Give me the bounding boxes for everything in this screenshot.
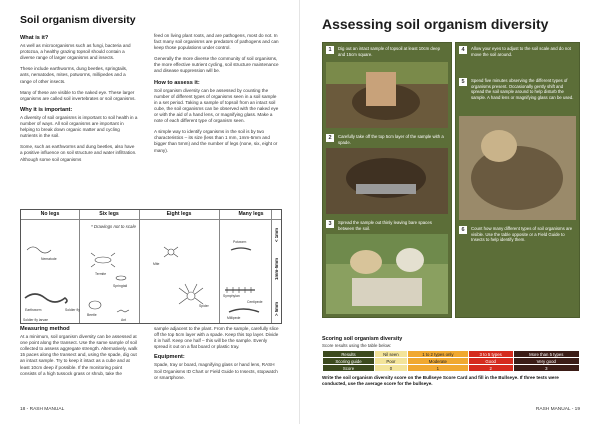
score-instructions: Write the soil organism diversity score on the Bullseye Score Card and fill in the Bullseye. If three tests were conducted, use the average score for the bullseye.: [322, 375, 559, 386]
score-subtitle: Score results using the table below:: [322, 343, 392, 348]
label-soldier-fly-larvae: Soldier fly larvae: [23, 318, 49, 322]
left-column-1: [20, 33, 138, 168]
label-termite: Termite: [95, 272, 107, 276]
measuring-paragraph-2: sample adjacent to the plant. From the sample, carefully slice off the top 5cm layer with a spade. Keep this top layer. Divide it in half. Keep one half – this will be the sample. Evenly spread it out on a flat board or plastic tray.: [154, 326, 279, 350]
mite-drawing: [168, 249, 174, 255]
label-mite: Mite: [153, 262, 160, 266]
table-cell: Poor: [375, 358, 408, 365]
header-eight-legs: Eight legs: [166, 211, 192, 217]
step-text: Allow your eyes to adjust to the soil scale and do not move the soil around.: [471, 46, 571, 57]
step-number: 2: [326, 134, 334, 142]
step-number: 1: [326, 46, 334, 54]
table-cell: 3: [513, 365, 579, 372]
page-number-right: RASH MANUAL - 19: [535, 407, 580, 412]
what-paragraph-3: Many of these are visible to the naked eye. These larger organisms are called soil invertebrates or soil organisms.: [20, 89, 136, 101]
col2-paragraph-2: Generally the more diverse the community of soil organisms, the more effective nutrient cycling, soil structure maintenance and disease suppression will be.: [154, 56, 279, 74]
what-heading: What is it?: [20, 35, 49, 41]
table-cell: Nil seen: [375, 351, 408, 358]
step-number: 3: [326, 220, 334, 228]
row-label: Score: [323, 365, 375, 372]
label-springtail: Springtail: [113, 284, 128, 288]
step-text: Spend five minutes observing the different types of organisms present. Occasionally gently shift and spread the soil sample around to help disturb the sample. A hand lens or magnifying glass can be used.: [471, 78, 574, 100]
organism-diagram: [20, 209, 282, 324]
steps-panel: [322, 42, 580, 318]
left-column-2: [154, 33, 280, 159]
label-ant: Ant: [121, 318, 127, 322]
step-number: 5: [459, 78, 467, 86]
column-divider: [271, 210, 272, 323]
row-label: Scoring guide: [323, 358, 375, 365]
table-cell: 2: [468, 365, 513, 372]
label-nematode: Nematode: [41, 257, 57, 261]
page-number-left: 18 - RASH MANUAL: [20, 407, 65, 412]
spider-drawing: [187, 292, 195, 300]
step-2-photo: [326, 148, 448, 214]
step-3-photo: [326, 234, 448, 314]
why-paragraph-2: Some, such as earthworms and dung beetles, also have a positive influence on soil structure and water infiltration. Although some soil organisms: [20, 144, 137, 162]
measuring-heading: Measuring method: [20, 326, 70, 332]
organism-drawings: [21, 220, 271, 324]
step-text: Count how many different types of soil organisms are visible. Use the table opposite or a Field Guide to Insects to help identify them.: [471, 226, 573, 243]
equipment-paragraph: Spade, tray or board, magnifying glass or hand lens, RASH Soil Organisms ID Chart or Field Guide to Insects, stopwatch or smartphone.: [154, 362, 278, 380]
how-heading: How to assess it:: [154, 79, 200, 86]
header-many-legs: Many legs: [238, 211, 264, 217]
step-text: Dig out an intact sample of topsoil at least 10cm deep and 15cm square.: [338, 46, 440, 57]
score-title: Scoring soil organism diversity: [322, 336, 403, 342]
label-soldier-fly: Soldier fly: [65, 308, 80, 312]
label-millipede: Millipede: [227, 316, 241, 320]
table-row: [323, 358, 580, 365]
label-earthworm: Earthworm: [25, 308, 42, 312]
table-cell: Very good: [513, 358, 579, 365]
ant-drawing: [117, 310, 129, 312]
what-paragraph-2: These include earthworms, dung beetles, springtails, ants, nematodes, mites, potworms, millipedes and a range of other insects.: [20, 66, 128, 84]
label-beetle: Beetle: [87, 313, 97, 317]
table-cell: More than 5 types: [513, 351, 579, 358]
why-heading: Why it is important:: [20, 106, 73, 113]
step-text: Carefully take off the top 5cm layer of the sample with a spade.: [338, 134, 444, 145]
measuring-method-section: [20, 326, 138, 381]
step-number: 4: [459, 46, 467, 54]
table-cell: Good: [468, 358, 513, 365]
label-potworm: Potworm: [233, 240, 247, 244]
equipment-heading: Equipment:: [154, 354, 185, 361]
measuring-paragraph-1: At a minimum, soil organism diversity can be assessed at one point along the transect. Use the same sample of soil collected to assess aggregate strength. Alternatively, walk 15 paces along the transect and, using the spade, dig out an intact sample. Try to keep it intact as a cube and at least 10cm deep if possible. If the monitoring point consists of a high tussock grass or shrub, take the: [20, 334, 138, 376]
how-paragraph-2: A simple way to identify organisms in the soil is by two characteristics – its size (less than 1 mm, 1mm-5mm and bigger than 5mm) and the number of legs (none, six, eight or many).: [154, 129, 278, 153]
label-symphylan: Symphylan: [223, 294, 240, 298]
table-row: [323, 351, 580, 358]
table-cell: 1: [407, 365, 468, 372]
scoring-table: [322, 350, 580, 372]
millipede-drawing: [229, 309, 259, 312]
size-label-medium: 1mm-5mm: [274, 258, 279, 280]
how-paragraph-1: Soil organism diversity can be assessed by counting the number of different types of organisms seen in a soil sample in a set period. Taking a sample of topsoil from an intact soil cube, the soil organisms can be observed with the naked eye or with the aid of a hand lens, or magnifying glass. Make a note of each different type of organism seen.: [154, 87, 279, 124]
termite-drawing: [95, 257, 111, 263]
step-text: Spread the sample out thinly leaving bare spaces between the soil.: [338, 220, 432, 231]
what-paragraph-1: As well as microorganisms such as fungi, bacteria and protozoa, a healthy grazing topsoil should contain a diverse range of larger organisms and insects.: [20, 43, 131, 61]
right-page: [300, 0, 600, 424]
header-six-legs: Six legs: [99, 211, 119, 217]
beetle-drawing: [89, 301, 101, 309]
label-centipede: Centipede: [247, 300, 263, 304]
page-title: Assessing soil organism diversity: [322, 16, 549, 32]
col2-paragraph-1: feed on living plant roots, and are pathogens, most do not. In fact many soil organisms are predators of pathogens and can keep those populations under control.: [154, 33, 279, 51]
springtail-drawing: [116, 276, 126, 280]
why-paragraph-1: A diversity of soil organisms is important to soil health in a number of ways. All soil organisms are important in helping to break down organic matter and cycling nutrients in the soil.: [20, 114, 138, 139]
table-cell: 0: [375, 365, 408, 372]
table-cell: Moderate: [407, 358, 468, 365]
nematode-drawing: [27, 247, 51, 253]
step-5-photo: [459, 116, 576, 220]
equipment-section: [154, 326, 280, 385]
row-label: Results: [323, 351, 375, 358]
table-cell: 1 to 2 types only: [407, 351, 468, 358]
page-title: Soil organism diversity: [20, 14, 136, 26]
size-label-large: > 5mm: [274, 302, 279, 317]
step-1-photo: [326, 62, 448, 128]
table-row: [323, 365, 580, 372]
step-number: 6: [459, 226, 467, 234]
drawings-note: * Drawings not to scale: [91, 224, 136, 229]
header-no-legs: No legs: [40, 211, 60, 217]
potworm-drawing: [231, 248, 251, 250]
size-label-small: < 1mm: [274, 228, 279, 243]
table-cell: 3 to 5 types: [468, 351, 513, 358]
earthworm-drawing: [25, 294, 67, 303]
label-spider: Spider: [199, 304, 209, 308]
